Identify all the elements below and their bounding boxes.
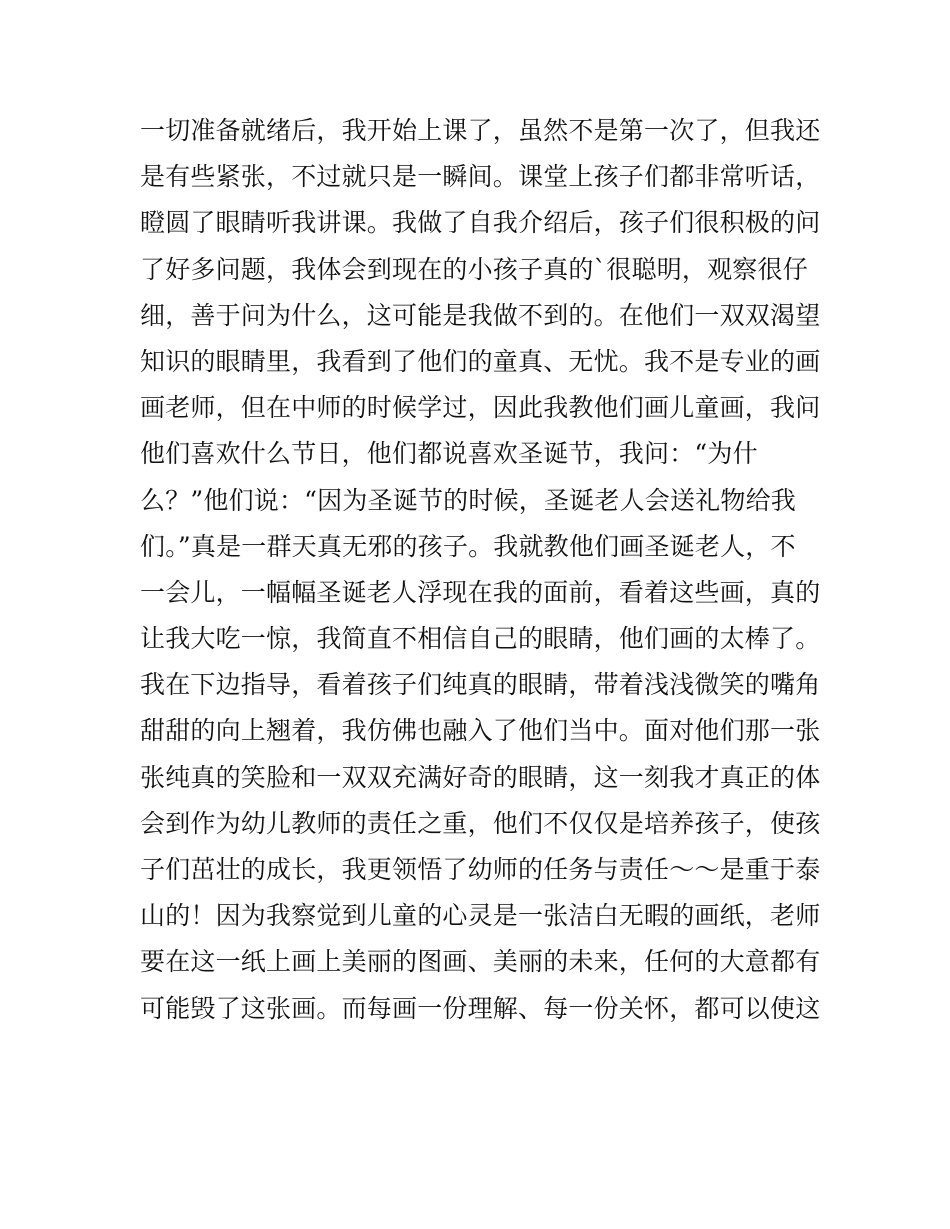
text-line: 要在这一纸上画上美丽的图画、美丽的未来，任何的大意都有 — [140, 947, 821, 977]
text-line: 山的！因为我察觉到儿童的心灵是一张洁白无暇的画纸，老师 — [140, 901, 821, 931]
text-line: 甜甜的向上翘着，我仿佛也融入了他们当中。面对他们那一张 — [140, 716, 821, 746]
text-line: 们。”真是一群天真无邪的孩子。我就教他们画圣诞老人，不 — [140, 531, 796, 561]
text-line: 让我大吃一惊，我简直不相信自己的眼睛，他们画的太棒了。 — [140, 624, 821, 654]
text-line: 细，善于问为什么，这可能是我做不到的。在他们一双双渴望 — [140, 300, 821, 330]
text-line: 了好多问题，我体会到现在的小孩子真的`很聪明，观察很仔 — [140, 254, 808, 284]
text-line: 是有些紧张，不过就只是一瞬间。课堂上孩子们都非常听话， — [140, 162, 821, 192]
text-line: 知识的眼睛里，我看到了他们的童真、无忧。我不是专业的画 — [140, 346, 821, 376]
text-line: 可能毁了这张画。而每画一份理解、每一份关怀，都可以使这 — [140, 993, 821, 1023]
text-line: 张纯真的笑脸和一双双充满好奇的眼睛，这一刻我才真正的体 — [140, 762, 821, 792]
text-line: 会到作为幼儿教师的责任之重，他们不仅仅是培养孩子，使孩 — [140, 808, 821, 838]
text-line: 画老师，但在中师的时候学过，因此我教他们画儿童画，我问 — [140, 393, 821, 423]
text-line: 他们喜欢什么节日，他们都说喜欢圣诞节，我问：“为什 — [140, 439, 758, 469]
text-line: 么？”他们说：“因为圣诞节的时候，圣诞老人会送礼物给我 — [140, 485, 796, 515]
text-line: 子们茁壮的成长，我更领悟了幼师的任务与责任～～是重于泰 — [140, 855, 821, 884]
text-line: 我在下边指导，看着孩子们纯真的眼睛，带着浅浅微笑的嘴角 — [140, 670, 821, 700]
text-line: 一会儿，一幅幅圣诞老人浮现在我的面前，看着这些画，真的 — [140, 577, 821, 607]
body-text — [140, 108, 830, 1032]
text-line: 一切准备就绪后，我开始上课了，虽然不是第一次了，但我还 — [140, 116, 821, 145]
text-line: 瞪圆了眼睛听我讲课。我做了自我介绍后，孩子们很积极的问 — [140, 208, 821, 238]
